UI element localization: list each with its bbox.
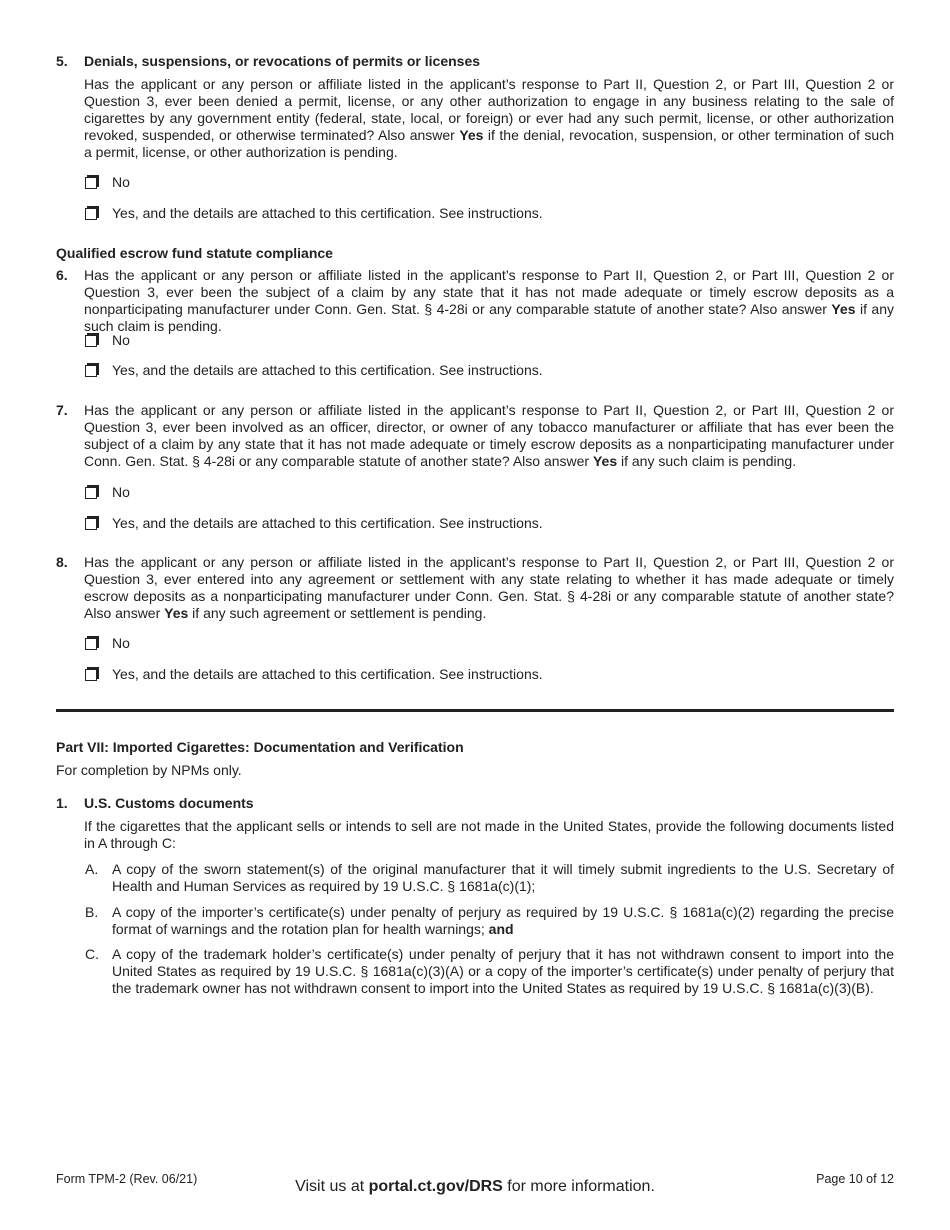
part-7-subheading: For completion by NPMs only. [56, 762, 242, 778]
checkbox[interactable] [85, 487, 97, 499]
list-item: A copy of the sworn statement(s) of the original manufacturer that it will timely submit ingredients to the U.S. Secretary of Health and Human Services as required by 19 U.S.C. § 1681a(c)(1); [112, 861, 894, 894]
item-letter: B. [85, 904, 99, 920]
checkbox[interactable] [85, 208, 97, 220]
portal-link[interactable]: portal.ct.gov/DRS [368, 1178, 503, 1195]
part-7-heading: Part VII: Imported Cigarettes: Documentation and Verification [56, 739, 464, 755]
question-8-number: 8. [56, 554, 68, 570]
checkbox[interactable] [85, 365, 97, 377]
checkbox[interactable] [85, 335, 97, 347]
question-6-option-no[interactable] [85, 332, 130, 348]
option-label: No [112, 483, 130, 500]
option-label: Yes, and the details are attached to this certification. See instructions. [112, 204, 543, 221]
question-5-number: 5. [56, 53, 68, 69]
question-5-option-yes[interactable] [85, 205, 543, 221]
checkbox[interactable] [85, 177, 97, 189]
option-label: Yes, and the details are attached to this certification. See instructions. [112, 361, 543, 378]
part-7-question-1-text: If the cigarettes that the applicant sells or intends to sell are not made in the United States, provide the following documents listed in A through C: [84, 818, 894, 851]
question-7-option-no[interactable] [85, 484, 130, 500]
question-8-option-yes[interactable] [85, 666, 543, 682]
option-label: No [112, 173, 130, 190]
question-5-title: Denials, suspensions, or revocations of permits or licenses [84, 53, 481, 69]
part-7-question-1-title: U.S. Customs documents [84, 795, 254, 811]
list-item: A copy of the trademark holder’s certificate(s) under penalty of perjury that it has not withdrawn consent to import into the United States as required by 19 U.S.C. § 1681a(c)(3)(A) or a copy of the importer’s certificate(s) under penalty of perjury that the trademark owner has not withdrawn consent to import into the United States as required by 19 U.S.C. § 1681a(c)(3)(B). [112, 946, 894, 996]
form-page [56, 0, 894, 1230]
option-label: No [112, 331, 130, 348]
escrow-section-heading: Qualified escrow fund statute compliance [56, 245, 333, 261]
question-8-text: Has the applicant or any person or affiliate listed in the applicant’s response to Part II, Question 2, or Part III, Question 2 or Question 3, ever entered into any agreement or settlement with any state relating to whether it has made adequate or timely escrow deposits as a nonparticipating manufacturer under Conn. Gen. Stat. § 4-28i or any comparable statute of another state? Also answer Yes if any such agreement or settlement is pending. [84, 554, 894, 621]
option-label: Yes, and the details are attached to this certification. See instructions. [112, 514, 543, 531]
question-7-text: Has the applicant or any person or affiliate listed in the applicant’s response to Part II, Question 2, or Part III, Question 2 or Question 3, ever been involved as an officer, director, or owner of any tobacco manufacturer or affiliate that has ever been the subject of a claim by any state that it has not made adequate or timely escrow deposits as a nonparticipating manufacturer under Conn. Gen. Stat. § 4-28i or any comparable statute of another state? Also answer Yes if any such claim is pending. [84, 402, 894, 469]
question-8-option-no[interactable] [85, 635, 130, 651]
section-divider [56, 709, 894, 712]
option-label: No [112, 634, 130, 651]
question-6-number: 6. [56, 267, 68, 283]
page-number: Page 10 of 12 [816, 1172, 894, 1186]
question-7-option-yes[interactable] [85, 515, 543, 531]
list-item: A copy of the importer’s certificate(s) under penalty of perjury as required by 19 U.S.C. § 1681a(c)(2) regarding the precise format of warnings and the rotation plan for health warnings; and [112, 904, 894, 937]
form-id: Form TPM-2 (Rev. 06/21) [56, 1172, 198, 1186]
question-6-option-yes[interactable] [85, 362, 543, 378]
part-7-question-1-number: 1. [56, 795, 68, 811]
question-5-option-no[interactable] [85, 174, 130, 190]
option-label: Yes, and the details are attached to this certification. See instructions. [112, 665, 543, 682]
checkbox[interactable] [85, 669, 97, 681]
question-7-number: 7. [56, 402, 68, 418]
footer-visit-text: Visit us at portal.ct.gov/DRS for more information. [295, 1178, 655, 1195]
question-6-text: Has the applicant or any person or affiliate listed in the applicant’s response to Part II, Question 2, or Part III, Question 2 or Question 3, ever been the subject of a claim by any state that it has not made adequate or timely escrow deposits as a nonparticipating manufacturer under Conn. Gen. Stat. § 4-28i or any comparable statute of another state? Also answer Yes if any such claim is pending. [84, 267, 894, 334]
checkbox[interactable] [85, 518, 97, 530]
question-5-text: Has the applicant or any person or affiliate listed in the applicant’s response to Part II, Question 2, or Part III, Question 2 or Question 3, ever been denied a permit, license, or any other authorization to engage in any business relating to the sale of cigarettes by any government entity (federal, state, local, or foreign) or ever had any such permit, license, or other authorization revoked, suspended, or otherwise terminated? Also answer Yes if the denial, revocation, suspension, or other termination of such a permit, license, or other authorization is pending. [84, 76, 894, 160]
checkbox[interactable] [85, 638, 97, 650]
item-letter: C. [85, 946, 99, 962]
item-letter: A. [85, 861, 99, 877]
